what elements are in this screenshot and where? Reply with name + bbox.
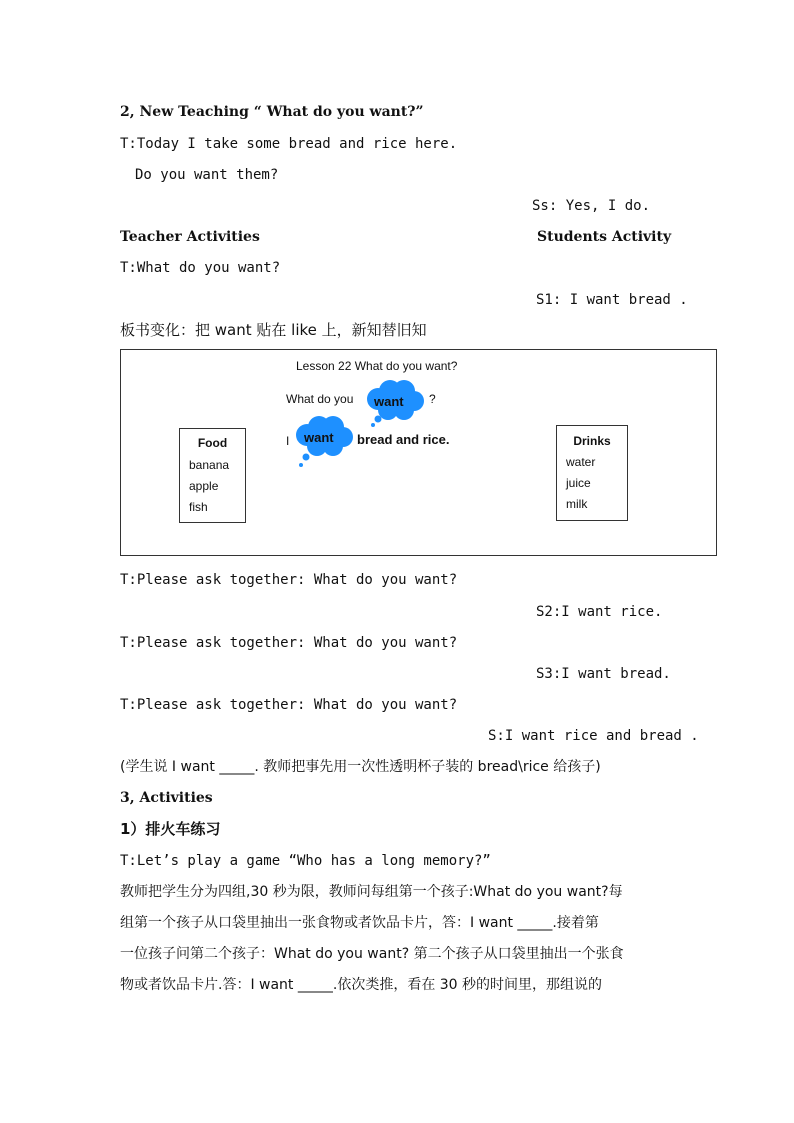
students-reply: Ss: Yes, I do.	[532, 198, 651, 214]
board-question-prefix: What do you	[286, 392, 354, 406]
food-item: apple	[189, 479, 219, 493]
students-reply-final: S:I want rice and bread .	[488, 728, 699, 744]
activity-paragraph-line: 组第一个孩子从口袋里抽出一张食物或者饮品卡片，答：I want _____.接着第	[120, 915, 599, 931]
cloud-lower-word: want	[304, 430, 334, 445]
food-card-title: Food	[197, 436, 228, 450]
drinks-card-title: Drinks	[573, 434, 611, 448]
column-header-students: Students Activity	[537, 229, 672, 245]
section-3-heading: 3, Activities	[120, 790, 213, 806]
drinks-item: juice	[566, 476, 591, 490]
blackboard-figure	[120, 349, 717, 556]
food-item: fish	[189, 500, 208, 514]
student-1-reply: S1: I want bread .	[536, 292, 688, 308]
teaching-note: (学生说 I want _____. 教师把事先用一次性透明杯子装的 bread\rice 给孩子)	[120, 759, 601, 775]
activity-paragraph-line: 物或者饮品卡片.答：I want _____.依次类推，看在 30 秒的时间里，那组说的	[120, 977, 603, 993]
teacher-ask: T:What do you want?	[120, 260, 281, 276]
food-card	[179, 428, 246, 523]
drinks-card	[556, 425, 628, 521]
teacher-prompt-3: T:Please ask together: What do you want?	[120, 697, 458, 713]
teacher-line-1: T:Today I take some bread and rice here.	[120, 136, 458, 152]
drinks-item: water	[566, 455, 596, 469]
activity-paragraph-line: 一位孩子问第二个孩子：What do you want? 第二个孩子从口袋里抽出一个张食	[120, 946, 624, 962]
board-question-suffix: ?	[429, 392, 436, 406]
teacher-line-2: Do you want them?	[135, 167, 279, 183]
board-answer-rest: bread and rice.	[357, 432, 450, 447]
teacher-prompt-1: T:Please ask together: What do you want?	[120, 572, 458, 588]
section-2-heading: 2, New Teaching “ What do you want?”	[120, 104, 424, 120]
teacher-game-line: T:Let’s play a game “Who has a long memory?”	[120, 853, 491, 869]
student-3-reply: S3:I want bread.	[536, 666, 671, 682]
column-header-teacher: Teacher Activities	[120, 229, 260, 245]
board-change-note: 板书变化：把 want 贴在 like 上，新知替旧知	[120, 321, 427, 339]
student-2-reply: S2:I want rice.	[536, 604, 663, 620]
board-lesson-title: Lesson 22 What do you want?	[296, 359, 458, 373]
board-answer-i: I	[286, 434, 290, 448]
activity-paragraph-line: 教师把学生分为四组,30 秒为限，教师问每组第一个孩子:What do you want?每	[120, 884, 623, 900]
cloud-upper-word: want	[374, 394, 404, 409]
activity-subheading: 1）排火车练习	[120, 820, 221, 838]
drinks-item: milk	[566, 497, 588, 511]
food-item: banana	[189, 458, 230, 472]
teacher-prompt-2: T:Please ask together: What do you want?	[120, 635, 458, 651]
